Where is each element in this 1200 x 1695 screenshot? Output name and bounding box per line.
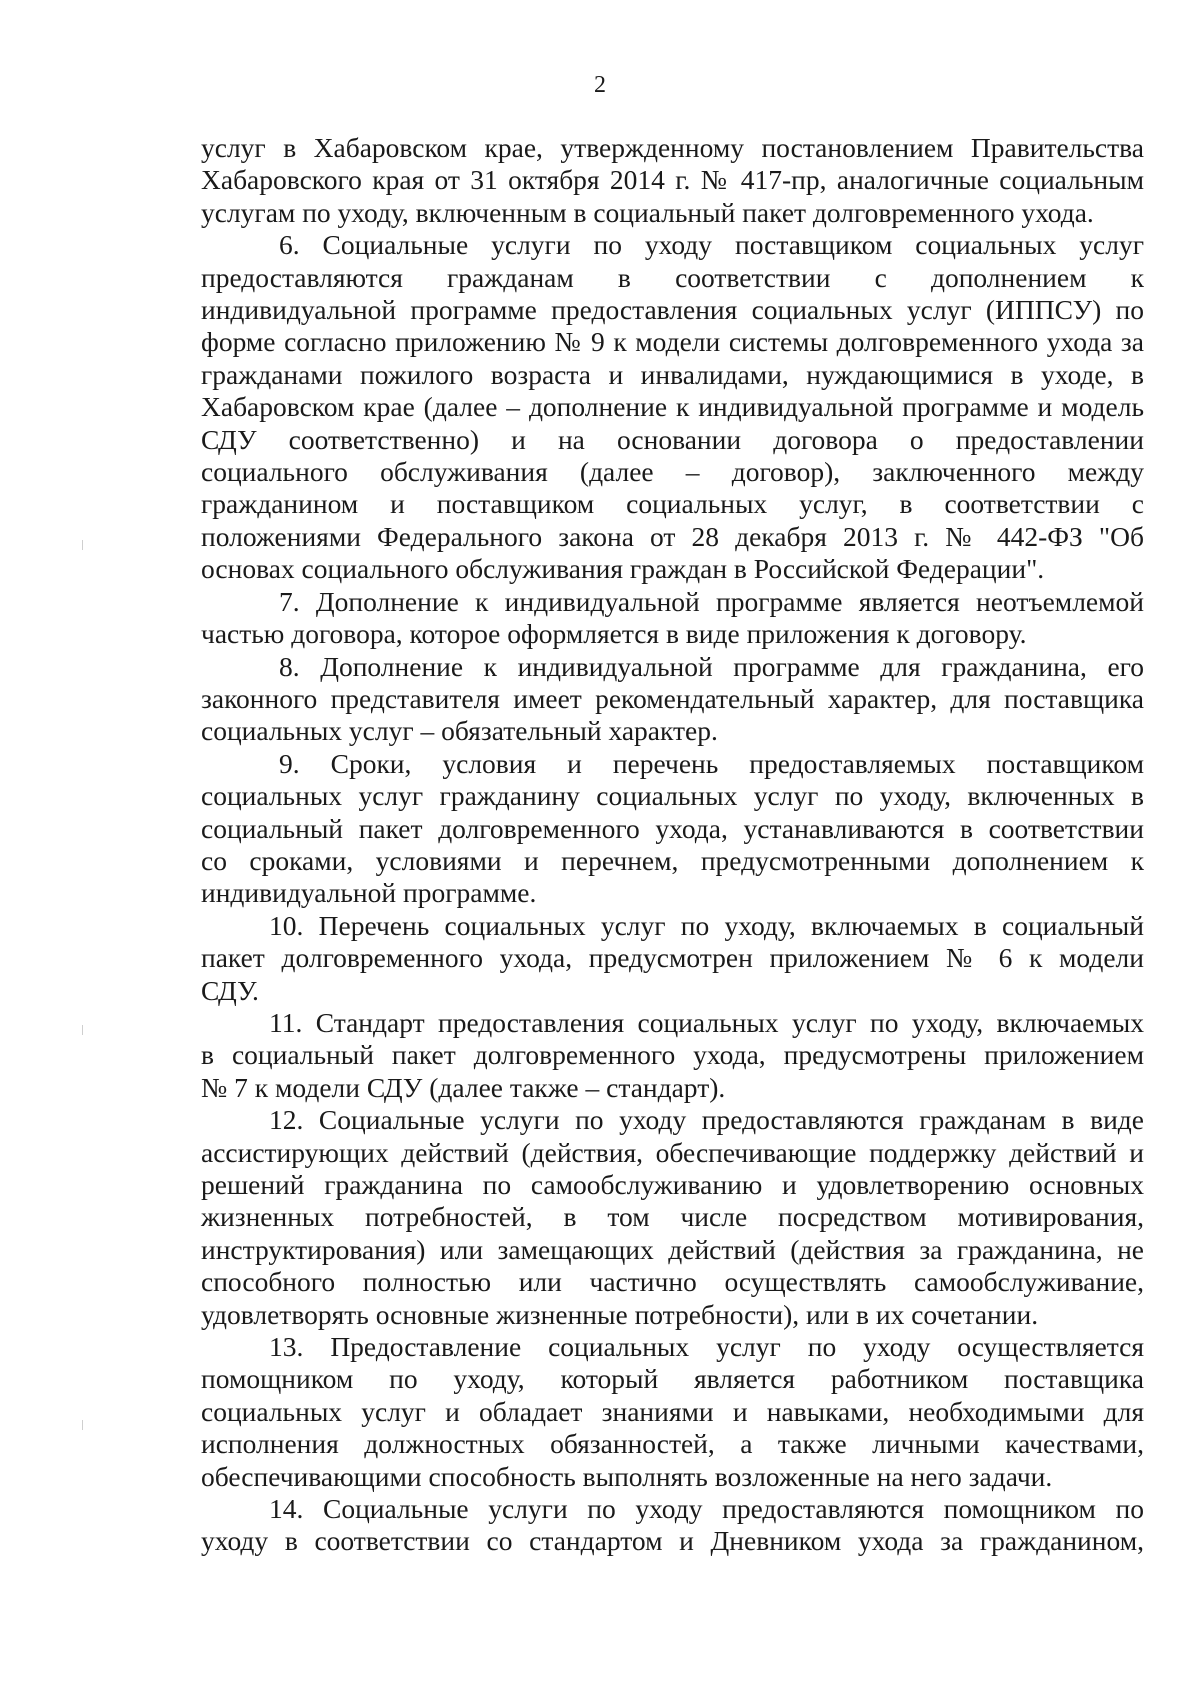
text-line: жизненных потребностей, в том числе посредством мотивирования,	[201, 1201, 1144, 1233]
text-line: социальных услуг – обязательный характер.	[201, 715, 718, 747]
text-line: решений гражданина по самообслуживанию и удовлетворению основных	[201, 1169, 1144, 1200]
text-line: исполнения должностных обязанностей, а также личными качествами,	[201, 1428, 1144, 1460]
text-line: социальный пакет долговременного ухода, устанавливаются в соответствии	[201, 812, 1144, 844]
paragraph-14	[201, 1493, 1144, 1558]
text-line: пакет долговременного ухода, предусмотрен приложением № 6 к модели	[201, 942, 1144, 974]
text-line: частью договора, которое оформляется в виде приложения к договору.	[201, 618, 1027, 650]
text-line: Хабаровском крае (далее – дополнение к индивидуальной программе и модель	[201, 391, 1144, 423]
paragraph-6	[201, 229, 1144, 585]
paragraph-10	[201, 910, 1144, 1007]
text-line: законного представителя имеет рекомендательный характер, для поставщика	[201, 682, 1144, 714]
scan-margin-mark	[82, 1025, 83, 1035]
text-line: социальных услуг и обладает знаниями и навыками, необходимыми для	[201, 1395, 1144, 1427]
page-number: 2	[594, 72, 606, 98]
text-line: 10. Перечень социальных услуг по уходу, включаемых в социальный	[269, 909, 1144, 941]
text-line: помощником по уходу, который является работником поставщика	[201, 1363, 1144, 1395]
text-line: 11. Стандарт предоставления социальных услуг по уходу, включаемых	[269, 1006, 1144, 1038]
text-line: 7. Дополнение к индивидуальной программе является неотъемлемой	[279, 585, 1144, 617]
text-line: способного полностью или частично осуществлять самообслуживание,	[201, 1266, 1144, 1298]
document-body	[201, 132, 1144, 1558]
text-line: СДУ.	[201, 974, 259, 1006]
text-line: гражданами пожилого возраста и инвалидами, нуждающимися в уходе, в	[201, 358, 1144, 390]
paragraph-12	[201, 1104, 1144, 1331]
text-line: в социальный пакет долговременного ухода, предусмотрены приложением	[201, 1039, 1144, 1071]
text-line: основах социального обслуживания граждан в Российской Федерации".	[201, 553, 1045, 585]
text-line: инструктирования) или замещающих действий (действия за гражданина, не	[201, 1233, 1144, 1265]
text-line: со сроками, условиями и перечнем, предусмотренными дополнением к	[201, 844, 1144, 876]
scan-margin-mark	[82, 540, 83, 550]
text-line: индивидуальной программе.	[201, 877, 537, 909]
scan-margin-mark	[82, 1420, 83, 1430]
text-line: 13. Предоставление социальных услуг по уходу осуществляется	[269, 1331, 1144, 1363]
paragraph-13	[201, 1331, 1144, 1493]
text-line: социальных услуг гражданину социальных услуг по уходу, включенных в	[201, 780, 1144, 812]
text-line: 14. Социальные услуги по уходу предоставляются помощником по	[269, 1493, 1144, 1525]
paragraph-11	[201, 1007, 1144, 1104]
text-line: форме согласно приложению № 9 к модели системы долговременного ухода за	[201, 326, 1144, 358]
text-line: СДУ соответственно) и на основании договора о предоставлении	[201, 423, 1144, 455]
text-line: обеспечивающими способность выполнять возложенные на него задачи.	[201, 1460, 1053, 1492]
paragraph-9	[201, 748, 1144, 910]
text-line: 8. Дополнение к индивидуальной программе для гражданина, его	[279, 650, 1144, 682]
text-line: гражданином и поставщиком социальных услуг, в соответствии с	[201, 488, 1144, 520]
text-line: 12. Социальные услуги по уходу предоставляются гражданам в виде	[269, 1104, 1144, 1136]
text-line: индивидуальной программе предоставления социальных услуг (ИППСУ) по	[201, 294, 1144, 326]
text-line: социального обслуживания (далее – договор), заключенного между	[201, 456, 1144, 488]
text-line: Хабаровского края от 31 октября 2014 г. № 417-пр, аналогичные социальным	[201, 164, 1144, 196]
text-line: удовлетворять основные жизненные потребности), или в их сочетании.	[201, 1298, 1039, 1330]
text-line: № 7 к модели СДУ (далее также – стандарт).	[201, 1071, 726, 1103]
paragraph-7	[201, 586, 1144, 651]
text-line: предоставляются гражданам в соответствии с дополнением к	[201, 261, 1144, 293]
text-line: положениями Федерального закона от 28 декабря 2013 г. № 442-ФЗ "Об	[201, 520, 1144, 552]
text-line: услуг в Хабаровском крае, утвержденному постановлением Правительства	[201, 132, 1144, 163]
text-line: услугам по уходу, включенным в социальный пакет долговременного ухода.	[201, 196, 1094, 228]
text-line: ассистирующих действий (действия, обеспечивающие поддержку действий и	[201, 1136, 1144, 1168]
paragraph-5-continuation	[201, 132, 1144, 229]
text-line: 6. Социальные услуги по уходу поставщиком социальных услуг	[279, 229, 1144, 261]
text-line: уходу в соответствии со стандартом и Дневником ухода за гражданином,	[201, 1525, 1144, 1557]
text-line: 9. Сроки, условия и перечень предоставляемых поставщиком	[279, 747, 1144, 779]
paragraph-8	[201, 651, 1144, 748]
